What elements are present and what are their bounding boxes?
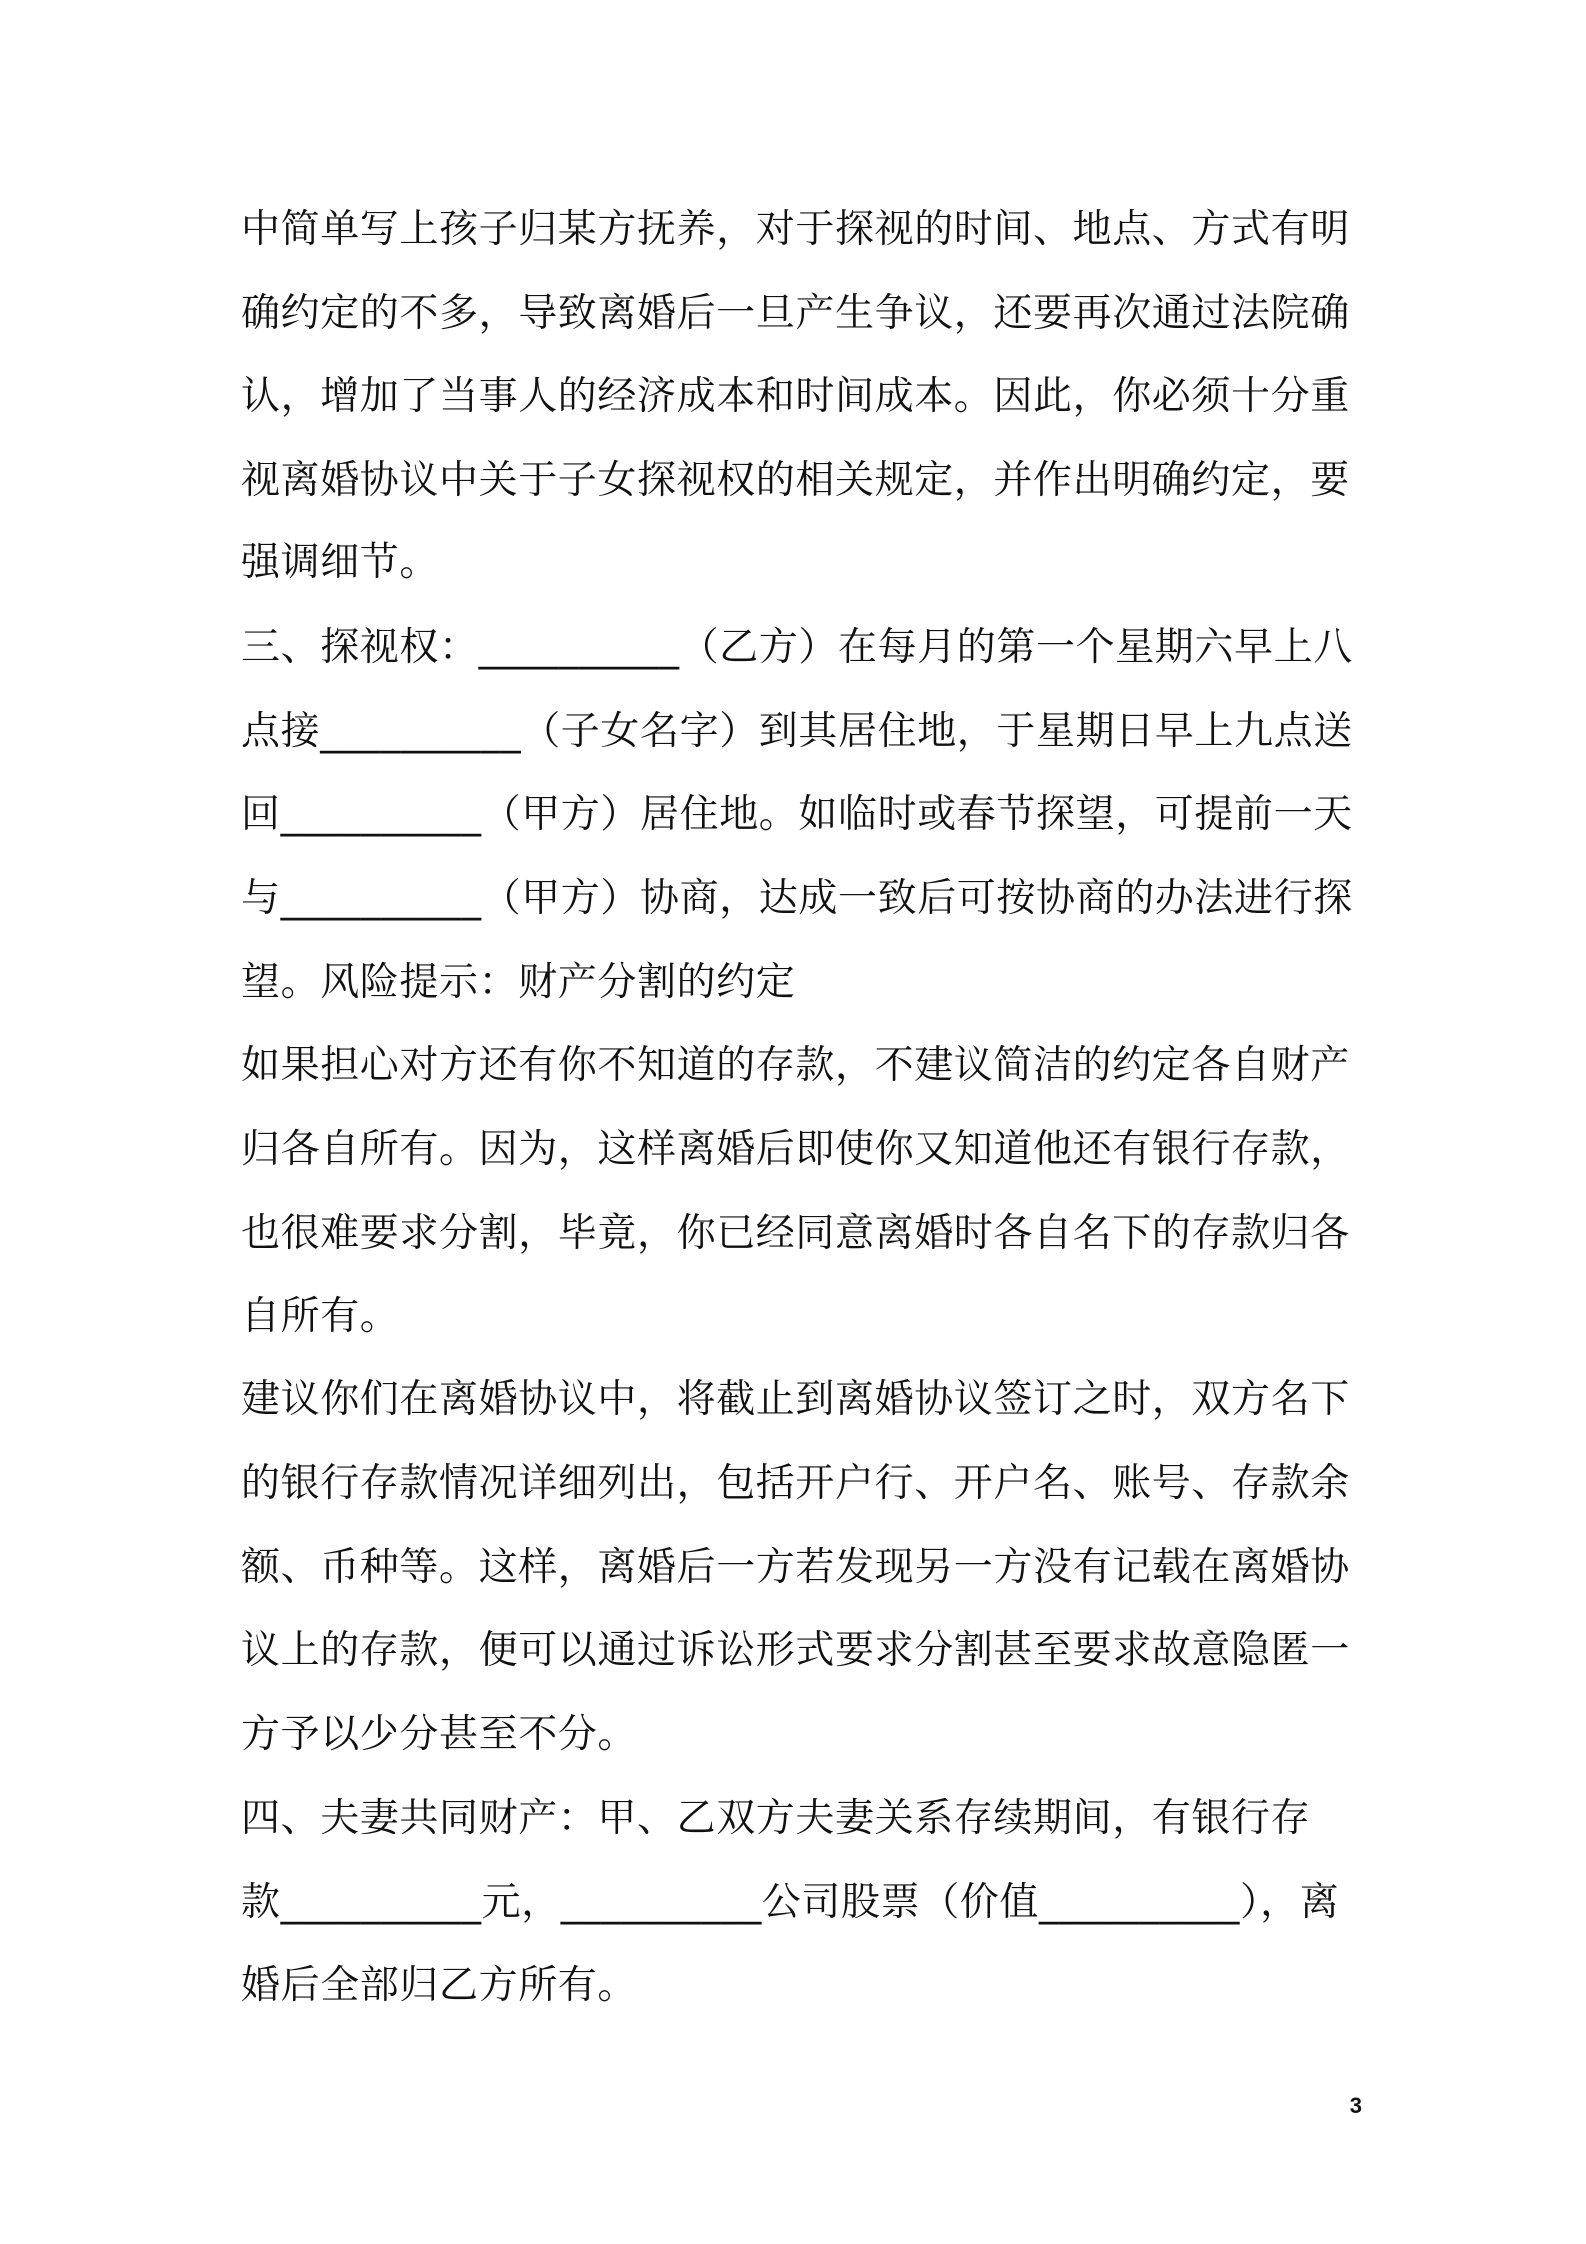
text-line-17: 额、币种等。这样，离婚后一方若发现另一方没有记载在离婚协 xyxy=(241,1545,1350,1590)
text-line-21: 款__________元，__________公司股票（价值__________），离 xyxy=(241,1880,1340,1925)
text-line-3: 认，增加了当事人的经济成本和时间成本。因此，你必须十分重 xyxy=(241,374,1350,419)
text-line-9: 与__________（甲方）协商，达成一致后可按协商的办法进行探 xyxy=(241,876,1353,921)
text-line-12: 归各自所有。因为，这样离婚后即使你又知道他还有银行存款， xyxy=(241,1127,1350,1172)
text-line-10: 望。风险提示：财产分割的约定 xyxy=(241,960,796,1005)
text-line-19: 方予以少分甚至不分。 xyxy=(241,1712,638,1757)
text-line-11: 如果担心对方还有你不知道的存款，不建议简洁的约定各自财产 xyxy=(241,1043,1350,1088)
page-number: 3 xyxy=(1349,2093,1362,2118)
text-line-2: 确约定的不多，导致离婚后一旦产生争议，还要再次通过法院确 xyxy=(241,291,1350,336)
text-line-15: 建议你们在离婚协议中，将截止到离婚协议签订之时，双方名下 xyxy=(241,1377,1350,1422)
text-line-7: 点接__________（子女名字）到其居住地，于星期日早上九点送 xyxy=(241,709,1353,754)
text-line-6: 三、探视权：__________（乙方）在每月的第一个星期六早上八 xyxy=(241,625,1353,670)
text-line-18: 议上的存款，便可以通过诉讼形式要求分割甚至要求故意隐匿一 xyxy=(241,1628,1350,1673)
text-line-14: 自所有。 xyxy=(241,1294,400,1339)
text-line-20: 四、夫妻共同财产：甲、乙双方夫妻关系存续期间，有银行存 xyxy=(241,1796,1311,1841)
text-line-5: 强调细节。 xyxy=(241,540,440,585)
text-line-13: 也很难要求分割，毕竟，你已经同意离婚时各自名下的存款归各 xyxy=(241,1211,1350,1256)
text-line-16: 的银行存款情况详细列出，包括开户行、开户名、账号、存款余 xyxy=(241,1461,1350,1506)
text-line-4: 视离婚协议中关于子女探视权的相关规定，并作出明确约定，要 xyxy=(241,458,1350,503)
text-line-1: 中简单写上孩子归某方抚养，对于探视的时间、地点、方式有明 xyxy=(241,207,1350,252)
text-line-8: 回__________（甲方）居住地。如临时或春节探望，可提前一天 xyxy=(241,792,1353,837)
text-line-22: 婚后全部归乙方所有。 xyxy=(241,1963,638,2008)
